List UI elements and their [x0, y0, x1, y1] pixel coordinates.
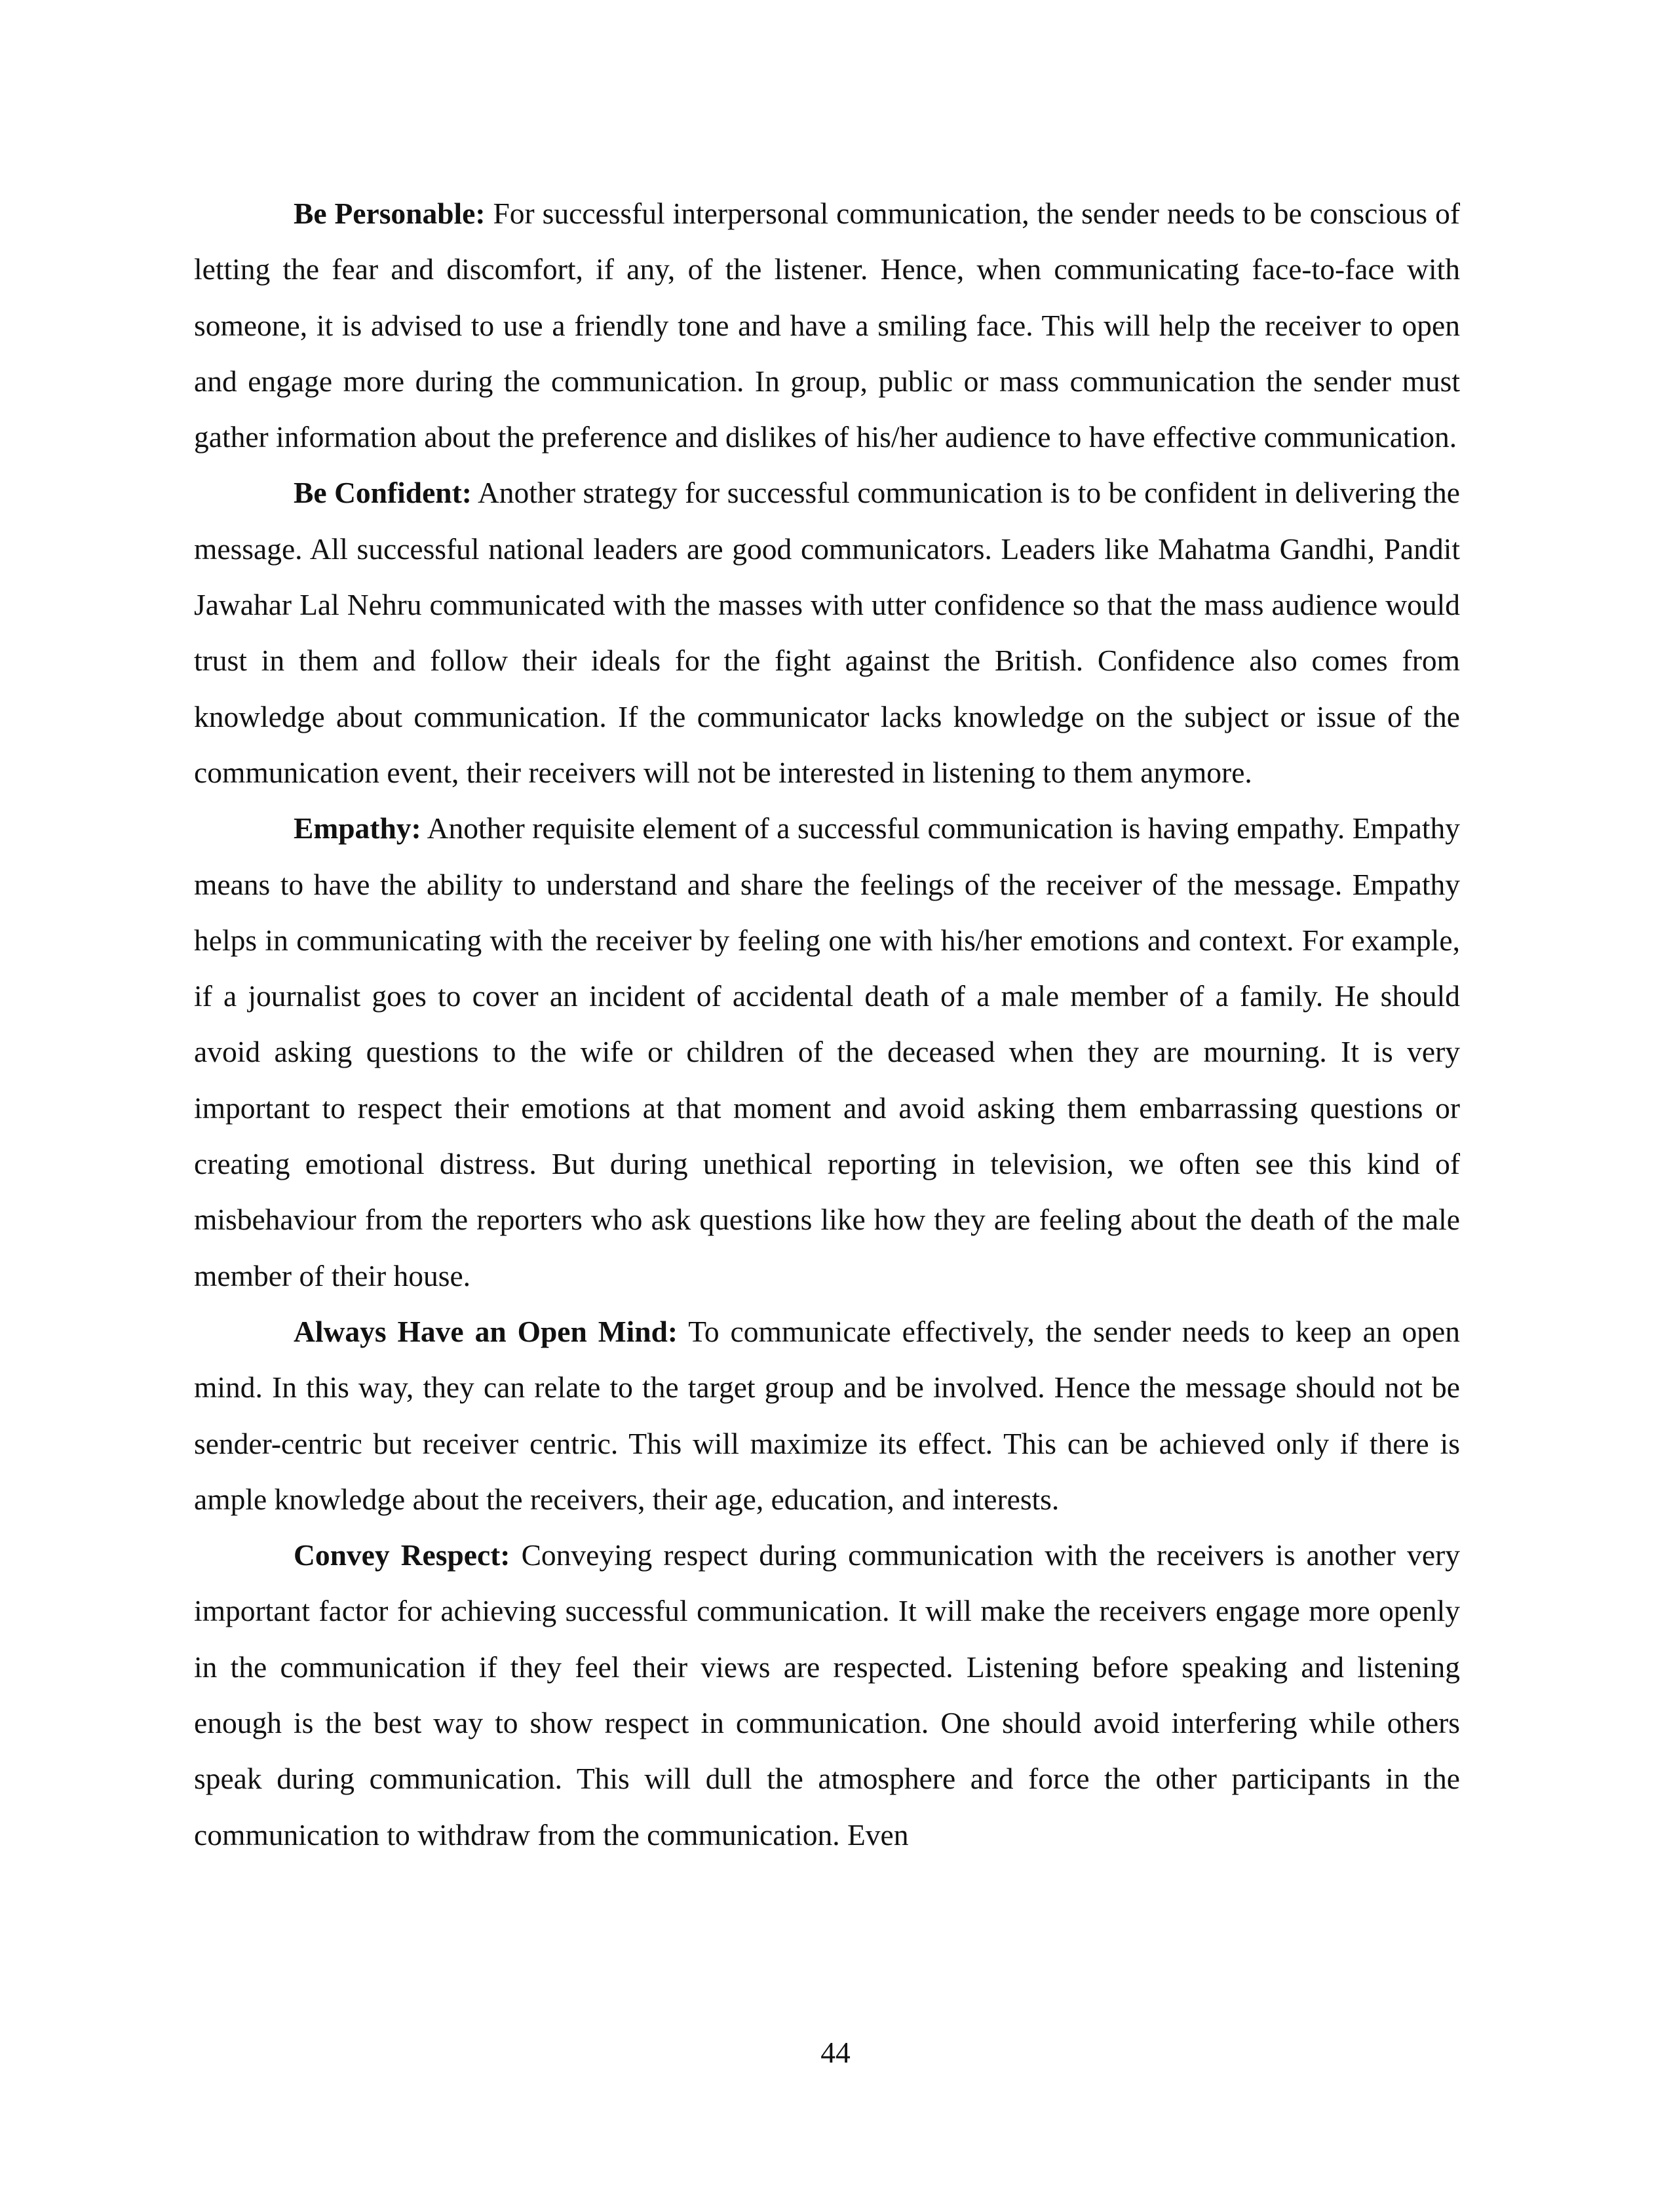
page-number: 44	[820, 2036, 851, 2069]
paragraph-text: To communicate effectively, the sender needs to keep an open mind. In this way, they can relate to the target group and be involved. Hence the message should not be sender-centric but receiver centric. This will maximize its effect. This can be achieved only if there is ample knowledge about the receivers, their age, education, and interests.	[194, 1314, 1460, 1516]
page-body	[194, 185, 1460, 1863]
paragraph-text: For successful interpersonal communication, the sender needs to be conscious of letting the fear and discomfort, if any, of the listener. Hence, when communicating face-to-face with someone, it is advised to use a friendly tone and have a smiling face. This will help the receiver to open and engage more during the communication. In group, public or mass communication the sender must gather information about the preference and dislikes of his/her audience to have effective communication.	[194, 197, 1460, 454]
paragraph-heading: Always Have an Open Mind:	[294, 1314, 678, 1348]
paragraph-text: Another requisite element of a successful communication is having empathy. Empathy means to have the ability to understand and share the feelings of the receiver of the message. Empathy helps in communicating with the receiver by feeling one with his/her emotions and context. For example, if a journalist goes to cover an incident of accidental death of a male member of a family. He should avoid asking questions to the wife or children of the deceased when they are mourning. It is very important to respect their emotions at that moment and avoid asking them embarrassing questions or creating emotional distress. But during unethical reporting in television, we often see this kind of misbehaviour from the reporters who ask questions like how they are feeling about the death of the male member of their house.	[194, 811, 1460, 1292]
paragraph-open-mind	[194, 1304, 1460, 1527]
paragraph-text: Another strategy for successful communication is to be confident in delivering the message. All successful national leaders are good communicators. Leaders like Mahatma Gandhi, Pandit Jawahar Lal Nehru communicated with the masses with utter confidence so that the mass audience would trust in them and follow their ideals for the fight against the British. Confidence also comes from knowledge about communication. If the communicator lacks knowledge on the subject or issue of the communication event, their receivers will not be interested in listening to them anymore.	[194, 476, 1460, 789]
paragraph-be-personable	[194, 185, 1460, 465]
paragraph-convey-respect	[194, 1527, 1460, 1863]
paragraph-text: Conveying respect during communication with the receivers is another very important factor for achieving successful communication. It will make the receivers engage more openly in the communication if they feel their views are respected. Listening before speaking and listening enough is the best way to show respect in communication. One should avoid interfering while others speak during communication. This will dull the atmosphere and force the other participants in the communication to withdraw from the communication. Even	[194, 1538, 1460, 1852]
paragraph-heading: Empathy:	[294, 811, 421, 845]
paragraph-heading: Convey Respect:	[294, 1538, 510, 1572]
paragraph-heading: Be Confident:	[294, 476, 472, 510]
paragraph-heading: Be Personable:	[294, 197, 486, 230]
paragraph-be-confident	[194, 465, 1460, 800]
paragraph-empathy	[194, 800, 1460, 1304]
